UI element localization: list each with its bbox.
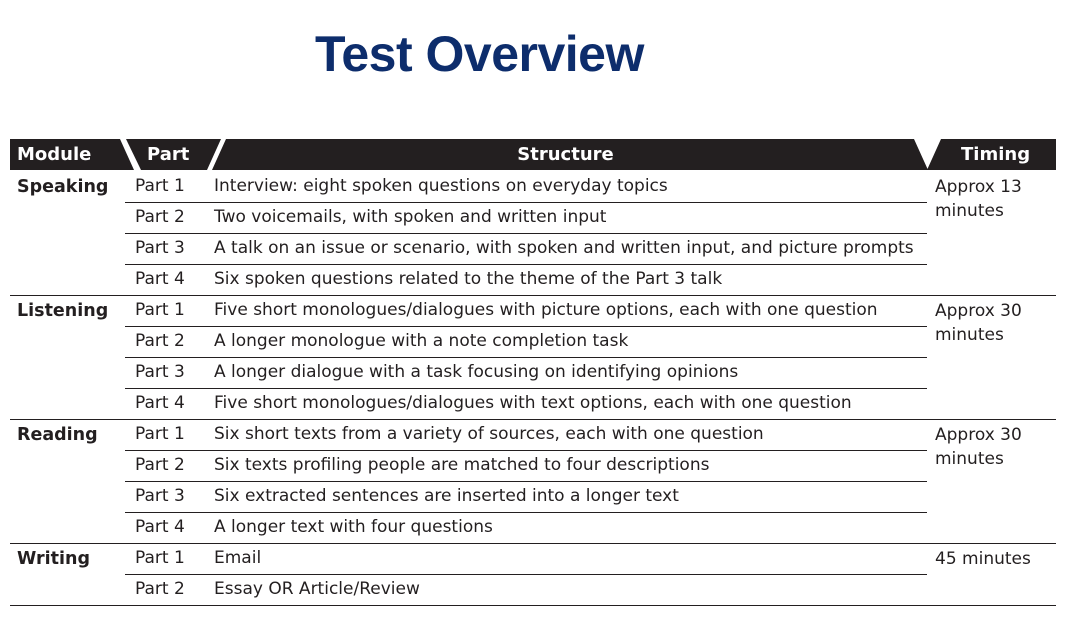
structure-cell: A talk on an issue or scenario, with spoken and written input, and picture prompts <box>214 238 914 258</box>
table-row <box>10 512 1056 543</box>
timing-value: Approx 30 <box>935 425 1022 445</box>
structure-cell: A longer dialogue with a task focusing on identifying opinions <box>214 362 739 382</box>
structure-cell: Six texts profiling people are matched to four descriptions <box>214 455 710 475</box>
part-cell: Part 1 <box>135 176 185 196</box>
part-cell: Part 2 <box>135 455 185 475</box>
table-row <box>10 171 1056 202</box>
header-timing: Timing <box>961 144 1031 165</box>
part-cell: Part 4 <box>135 393 185 413</box>
part-cell: Part 2 <box>135 579 185 599</box>
table-row <box>10 202 1056 233</box>
group-divider <box>10 605 1056 606</box>
part-cell: Part 1 <box>135 424 185 444</box>
timing-value: 45 minutes <box>935 549 1031 569</box>
table-row <box>10 419 1056 450</box>
structure-cell: Email <box>214 548 262 568</box>
structure-cell: Interview: eight spoken questions on everyday topics <box>214 176 668 196</box>
timing-value: Approx 30 <box>935 301 1022 321</box>
structure-cell: Six spoken questions related to the theme of the Part 3 talk <box>214 269 723 289</box>
timing-unit: minutes <box>935 325 1004 345</box>
structure-cell: Two voicemails, with spoken and written input <box>214 207 607 227</box>
table-row <box>10 295 1056 326</box>
table-row <box>10 574 1056 605</box>
structure-cell: A longer text with four questions <box>214 517 493 537</box>
structure-cell: Five short monologues/dialogues with picture options, each with one question <box>214 300 878 320</box>
part-cell: Part 3 <box>135 238 185 258</box>
module-label: Writing <box>17 549 90 569</box>
part-cell: Part 2 <box>135 207 185 227</box>
table-row <box>10 388 1056 419</box>
part-cell: Part 4 <box>135 517 185 537</box>
table-row <box>10 543 1056 574</box>
part-cell: Part 2 <box>135 331 185 351</box>
timing-value: Approx 13 <box>935 177 1022 197</box>
part-cell: Part 1 <box>135 300 185 320</box>
header-structure: Structure <box>517 144 614 165</box>
header-part: Part <box>147 144 190 165</box>
structure-cell: Six extracted sentences are inserted into a longer text <box>214 486 679 506</box>
structure-cell: Five short monologues/dialogues with text options, each with one question <box>214 393 852 413</box>
module-label: Listening <box>17 301 109 321</box>
module-label: Reading <box>17 425 98 445</box>
part-cell: Part 1 <box>135 548 185 568</box>
module-label: Speaking <box>17 177 109 197</box>
table-row <box>10 264 1056 295</box>
part-cell: Part 4 <box>135 269 185 289</box>
table-row <box>10 450 1056 481</box>
structure-cell: Six short texts from a variety of sources, each with one question <box>214 424 764 444</box>
page-title: Test Overview <box>315 26 644 82</box>
timing-unit: minutes <box>935 201 1004 221</box>
part-cell: Part 3 <box>135 486 185 506</box>
table-row <box>10 233 1056 264</box>
table-row <box>10 481 1056 512</box>
structure-cell: A longer monologue with a note completion task <box>214 331 629 351</box>
table-header <box>10 139 1056 170</box>
part-cell: Part 3 <box>135 362 185 382</box>
table-row <box>10 357 1056 388</box>
structure-cell: Essay OR Article/Review <box>214 579 420 599</box>
table-row <box>10 326 1056 357</box>
header-module: Module <box>17 144 92 165</box>
timing-unit: minutes <box>935 449 1004 469</box>
